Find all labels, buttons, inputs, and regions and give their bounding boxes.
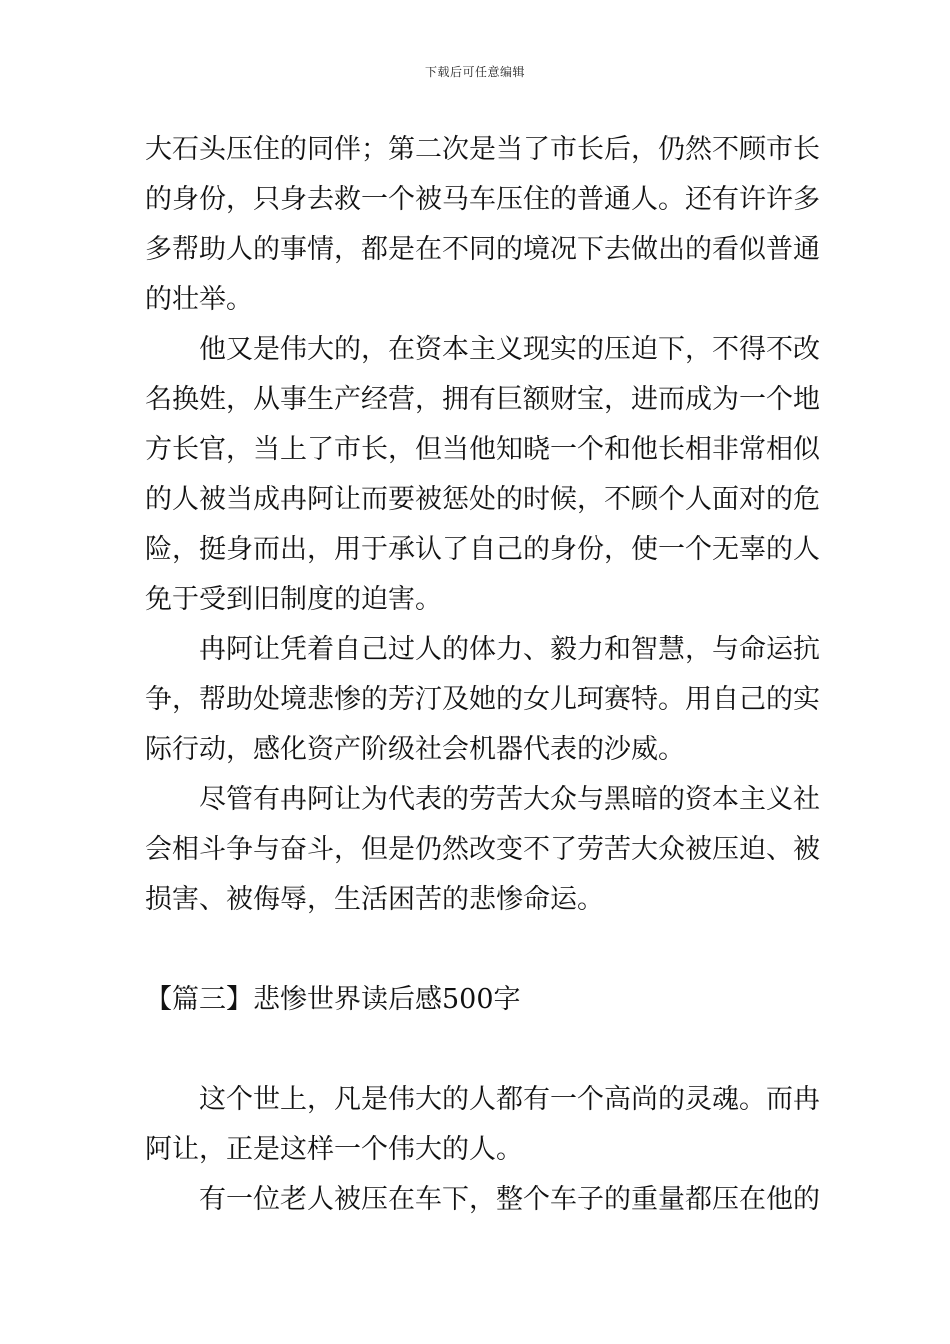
body-line: 会相斗争与奋斗，但是仍然改变不了劳苦大众被压迫、被	[145, 834, 820, 865]
body-line: 的壮举。	[145, 284, 253, 315]
body-line: 际行动，感化资产阶级社会机器代表的沙威。	[145, 734, 685, 765]
body-line: 多帮助人的事情，都是在不同的境况下去做出的看似普通	[145, 234, 820, 265]
page-header: 下载后可任意编辑	[424, 65, 525, 79]
body-line: 名换姓，从事生产经营，拥有巨额财宝，进而成为一个地	[145, 384, 820, 415]
paragraph-first-line: 冉阿让凭着自己过人的体力、毅力和智慧，与命运抗	[199, 634, 820, 665]
body-line: 争，帮助处境悲惨的芳汀及她的女儿珂赛特。用自己的实	[145, 684, 820, 715]
body-line: 的身份，只身去救一个被马车压住的普通人。还有许许多	[145, 184, 820, 215]
body-line: 方长官，当上了市长，但当他知晓一个和他长相非常相似	[145, 434, 820, 465]
body-line: 损害、被侮辱，生活困苦的悲惨命运。	[145, 884, 604, 915]
body-line: 的人被当成冉阿让而要被惩处的时候，不顾个人面对的危	[145, 484, 820, 515]
paragraph-first-line: 有一位老人被压在车下，整个车子的重量都压在他的	[199, 1184, 820, 1215]
body-line: 险，挺身而出，用于承认了自己的身份，使一个无辜的人	[145, 534, 820, 565]
body-line: 阿让，正是这样一个伟大的人。	[145, 1134, 523, 1165]
paragraph-first-line: 他又是伟大的，在资本主义现实的压迫下，不得不改	[199, 334, 820, 365]
section-heading: 【篇三】悲惨世界读后感500字	[145, 984, 521, 1015]
paragraph-first-line: 尽管有冉阿让为代表的劳苦大众与黑暗的资本主义社	[199, 784, 820, 815]
body-line: 免于受到旧制度的迫害。	[145, 584, 442, 615]
body-line: 大石头压住的同伴；第二次是当了市长后，仍然不顾市长	[145, 134, 820, 165]
paragraph-first-line: 这个世上，凡是伟大的人都有一个高尚的灵魂。而冉	[199, 1084, 820, 1115]
